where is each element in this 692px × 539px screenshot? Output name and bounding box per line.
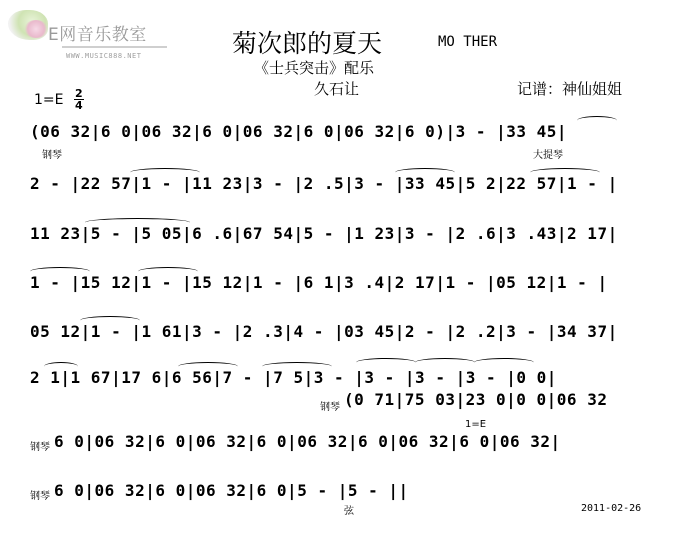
slur — [44, 362, 78, 371]
score-row-1 — [30, 122, 652, 162]
meter-bottom: 4 — [75, 99, 83, 112]
transcriber: 记谱：神仙姐姐 — [517, 80, 623, 98]
time-signature — [74, 88, 84, 111]
score-row-7 — [30, 432, 652, 472]
slur — [415, 358, 475, 367]
score-notes: (06 32|6 0|06 32|6 0|06 32|6 0|06 32|6 0)|3 - |33 45| — [30, 122, 568, 141]
slur — [80, 316, 140, 325]
instrument-label-strings: 弦 — [344, 506, 354, 517]
site-name: E网音乐教室 — [48, 25, 147, 45]
key-signature: 1=E — [34, 92, 64, 108]
date-stamp: 2011-02-26 — [581, 503, 642, 514]
site-logo — [6, 8, 166, 60]
score-notes: 6 0|06 32|6 0|06 32|6 0|5 - |5 - || — [54, 481, 409, 500]
score-row-6 — [30, 368, 652, 413]
slur — [30, 267, 90, 276]
logo-divider — [62, 46, 167, 48]
slur — [130, 168, 200, 177]
slur — [356, 358, 416, 367]
flower-icon — [24, 20, 48, 38]
score-row-4 — [30, 273, 652, 313]
slur — [577, 116, 617, 125]
instrument-label-piano: 钢琴 — [30, 491, 50, 502]
score-notes: 6 0|06 32|6 0|06 32|6 0|06 32|6 0|06 32|6 0|06 32| — [54, 432, 561, 451]
slur — [530, 168, 600, 177]
score-row-3 — [30, 224, 652, 264]
key-change: 1=E — [465, 419, 487, 430]
meter-top: 2 — [75, 87, 83, 100]
slur — [395, 168, 455, 177]
song-title: 菊次郎的夏天 — [232, 29, 383, 58]
slur — [178, 362, 238, 371]
slur — [138, 267, 198, 276]
slur — [85, 218, 190, 227]
score-notes-piano: (0 71|75 03|23 0|0 0|06 32 — [344, 390, 608, 409]
score-notes: 2 - |22 57|1 - |11 23|3 - |2 .5|3 - |33 45|5 2|22 57|1 - | — [30, 174, 618, 193]
score-notes: 05 12|1 - |1 61|3 - |2 .3|4 - |03 45|2 - |2 .2|3 - |34 37| — [30, 322, 618, 341]
composer: 久石让 — [314, 80, 360, 98]
instrument-label-cello: 大提琴 — [533, 150, 563, 161]
score-notes: 1 - |15 12|1 - |15 12|1 - |6 1|3 .4|2 17|1 - |05 12|1 - | — [30, 273, 608, 292]
song-subtitle: 《士兵突击》配乐 — [254, 59, 375, 77]
instrument-label-piano: 钢琴 — [42, 150, 62, 161]
song-title-english: MO THER — [438, 34, 498, 50]
slur — [474, 358, 534, 367]
instrument-label-piano: 钢琴 — [30, 442, 50, 453]
score-notes: 2 1|1 67|17 6|6 56|7 - |7 5|3 - |3 - |3 - |3 - |0 0| — [30, 368, 557, 387]
score-row-2 — [30, 174, 652, 214]
slur — [262, 362, 332, 371]
site-url: WWW.MUSIC888.NET — [66, 52, 142, 60]
score-row-5 — [30, 322, 652, 362]
instrument-label-piano: 钢琴 — [320, 402, 340, 413]
score-notes: 11 23|5 - |5 05|6 .6|67 54|5 - |1 23|3 - |2 .6|3 .43|2 17| — [30, 224, 618, 243]
score-row-8 — [30, 481, 652, 521]
